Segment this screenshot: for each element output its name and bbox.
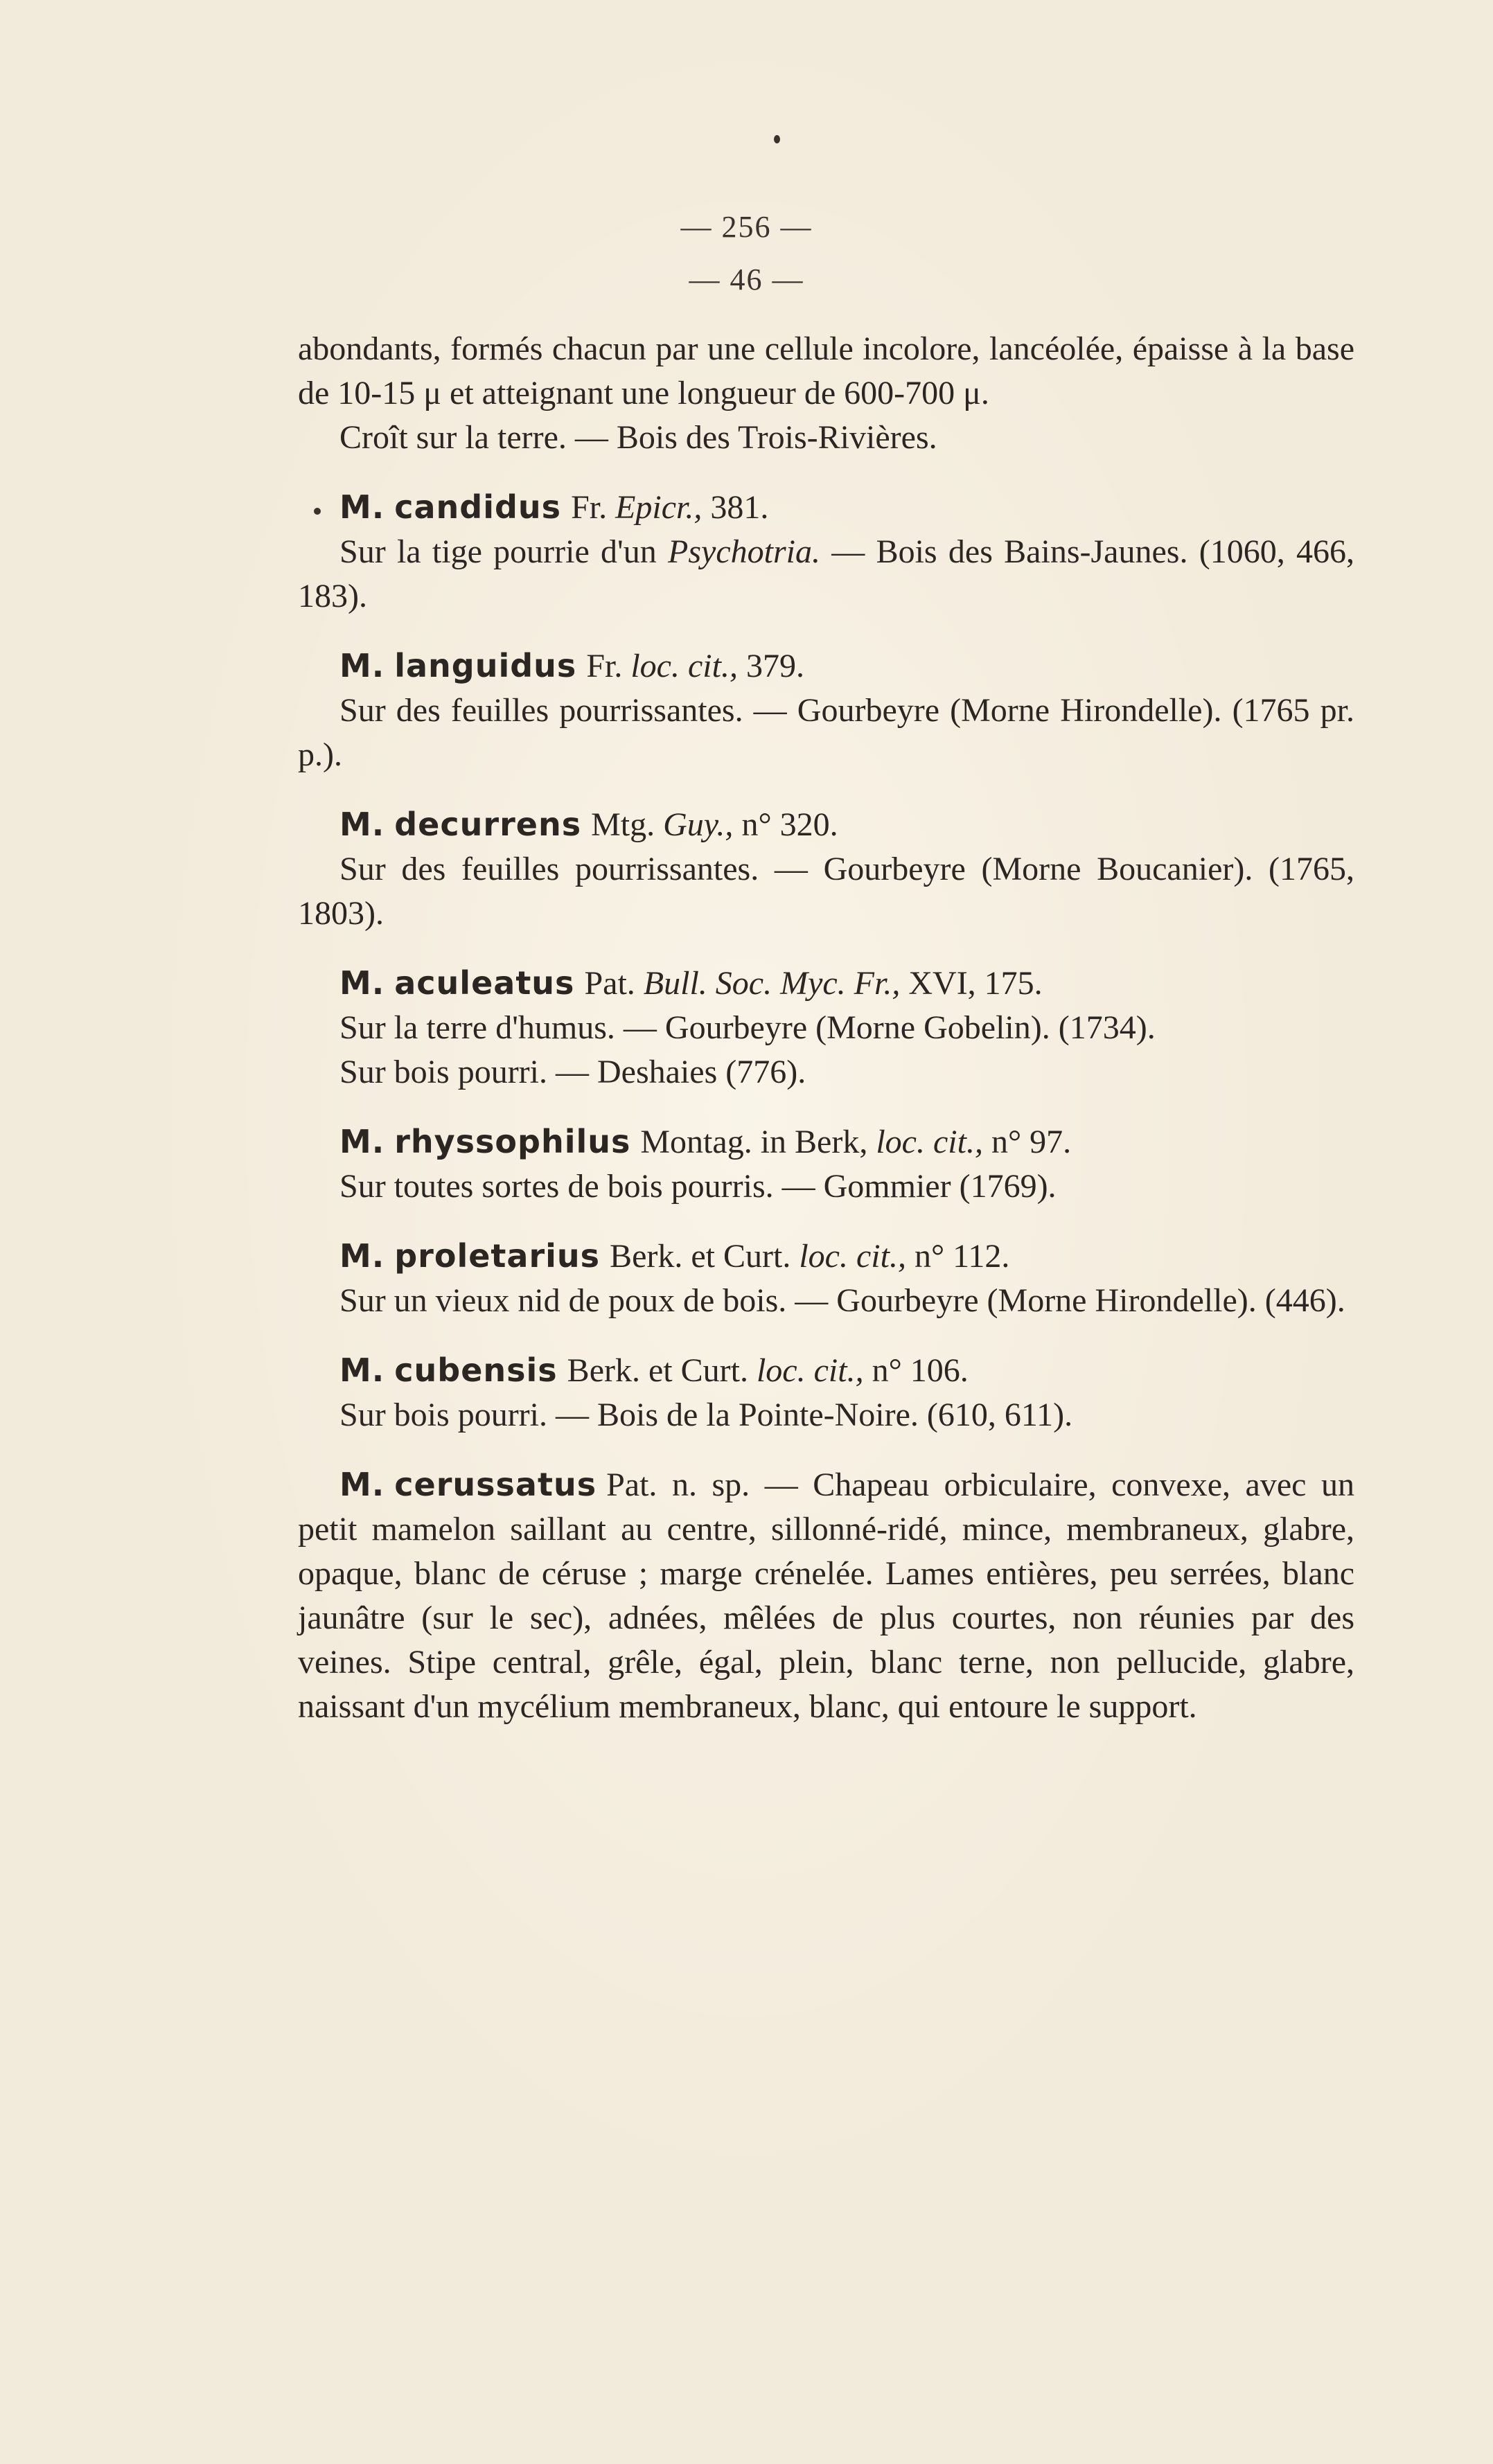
host-name: Psychotria. bbox=[668, 533, 820, 570]
entry-heading bbox=[298, 802, 1354, 847]
entry-habitat: Sur toutes sortes de bois pourris. — Gommier (1769). bbox=[339, 1168, 1057, 1205]
entry-habitat: Sur bois pourri. — Bois de la Pointe-Noire. (610, 611). bbox=[339, 1397, 1073, 1433]
reference-rest: 379. bbox=[745, 648, 804, 684]
species-name: decurrens bbox=[394, 806, 582, 843]
entry-habitat-2: Sur bois pourri. — Deshaies (776). bbox=[339, 1054, 806, 1090]
species-name: cubensis bbox=[394, 1351, 558, 1389]
genus-abbrev: M. bbox=[339, 1466, 385, 1503]
species-name: cerussatus bbox=[394, 1466, 597, 1503]
intro-habitat: Croît sur la terre. — Bois des Trois-Rivières. bbox=[339, 419, 937, 456]
authority: Pat. bbox=[584, 965, 635, 1002]
entry-heading bbox=[298, 1119, 1354, 1164]
reference-italic: Bull. Soc. Myc. Fr., bbox=[643, 965, 901, 1002]
genus-abbrev: M. bbox=[339, 1123, 385, 1160]
authority: Montag. in Berk, bbox=[640, 1124, 868, 1160]
authority: Berk. et Curt. bbox=[567, 1352, 748, 1389]
entry-habitat bbox=[298, 530, 1354, 619]
reference-italic: loc. cit., bbox=[799, 1238, 906, 1275]
entry-heading bbox=[298, 644, 1354, 689]
species-name: proletarius bbox=[394, 1237, 601, 1275]
reference-rest: XVI, 175. bbox=[908, 965, 1043, 1002]
entry-habitat: Sur des feuilles pourrissantes. — Gourbeyre (Morne Boucanier). (1765, 1803). bbox=[298, 851, 1354, 932]
page-content bbox=[298, 327, 1354, 1729]
genus-abbrev: M. bbox=[339, 806, 385, 843]
entry-habitat: Sur un vieux nid de poux de bois. — Gourbeyre (Morne Hirondelle). (446). bbox=[339, 1282, 1345, 1319]
ink-speck bbox=[774, 135, 780, 143]
species-entry bbox=[298, 1348, 1354, 1437]
entry-heading bbox=[298, 961, 1354, 1006]
page-number-outer: — 256 — bbox=[680, 210, 813, 244]
entry-habitat: Sur des feuilles pourrissantes. — Gourbeyre (Morne Hirondelle). (1765 pr. p.). bbox=[298, 692, 1354, 773]
species-name: rhyssophilus bbox=[394, 1123, 631, 1160]
species-entry bbox=[298, 802, 1354, 936]
authority: Fr. bbox=[571, 489, 608, 526]
genus-abbrev: M. bbox=[339, 647, 385, 684]
species-entry bbox=[298, 1119, 1354, 1209]
reference-italic: loc. cit., bbox=[630, 648, 738, 684]
reference-italic: loc. cit., bbox=[876, 1124, 983, 1160]
species-name: aculeatus bbox=[394, 964, 575, 1002]
authority: Berk. et Curt. bbox=[610, 1238, 791, 1275]
entry-heading bbox=[298, 485, 1354, 530]
entry-heading bbox=[298, 1348, 1354, 1393]
genus-abbrev: M. bbox=[339, 1237, 385, 1275]
reference-italic: Epicr., bbox=[615, 489, 703, 526]
species-entry bbox=[298, 961, 1354, 1094]
reference-rest: 381. bbox=[710, 489, 769, 526]
species-name: candidus bbox=[394, 488, 562, 526]
species-name: languidus bbox=[394, 647, 577, 684]
species-entry bbox=[298, 644, 1354, 777]
habitat-text: Sur la tige pourrie d'un bbox=[339, 533, 657, 570]
intro-paragraph: abondants, formés chacun par une cellule incolore, lancéolée, épaisse à la base de 10-15 μ et atteignant une longueur de 600-700 μ. bbox=[298, 330, 1354, 411]
reference-italic: Guy., bbox=[663, 806, 734, 843]
reference-italic: loc. cit., bbox=[756, 1352, 864, 1389]
species-description bbox=[298, 1462, 1354, 1729]
genus-abbrev: M. bbox=[339, 488, 385, 526]
species-entry bbox=[298, 1234, 1354, 1323]
authority: Pat. n. sp. bbox=[606, 1466, 750, 1503]
reference-rest: n° 112. bbox=[914, 1238, 1010, 1275]
entry-heading bbox=[298, 1234, 1354, 1279]
species-entry bbox=[298, 485, 1354, 619]
reference-rest: n° 320. bbox=[741, 806, 838, 843]
genus-abbrev: M. bbox=[339, 1351, 385, 1389]
genus-abbrev: M. bbox=[339, 964, 385, 1002]
habitat-locality: — Bois des Bains-Jaunes. (1060, 466, 183). bbox=[298, 533, 1355, 614]
species-entry-new bbox=[298, 1462, 1354, 1729]
description-text: — Chapeau orbiculaire, convexe, avec un petit mamelon saillant au centre, sillonné-ridé, mince, membraneux, glabre, opaque, blanc de céruse ; marge crénelée. Lames entières, peu serrées, blanc jaunâtre (sur le sec), adnées, mêlées de plus courtes, non réunies par des veines. Stipe central, grêle, égal, plein, blanc terne, non pellucide, glabre, naissant d'un mycélium membraneux, blanc, qui entoure le support. bbox=[298, 1466, 1354, 1725]
page-number-inner: — 46 — bbox=[689, 263, 804, 296]
reference-rest: n° 97. bbox=[991, 1124, 1072, 1160]
authority: Fr. bbox=[586, 648, 623, 684]
entry-habitat: Sur la terre d'humus. — Gourbeyre (Morne Gobelin). (1734). bbox=[339, 1009, 1156, 1046]
reference-rest: n° 106. bbox=[872, 1352, 969, 1389]
authority: Mtg. bbox=[591, 806, 655, 843]
